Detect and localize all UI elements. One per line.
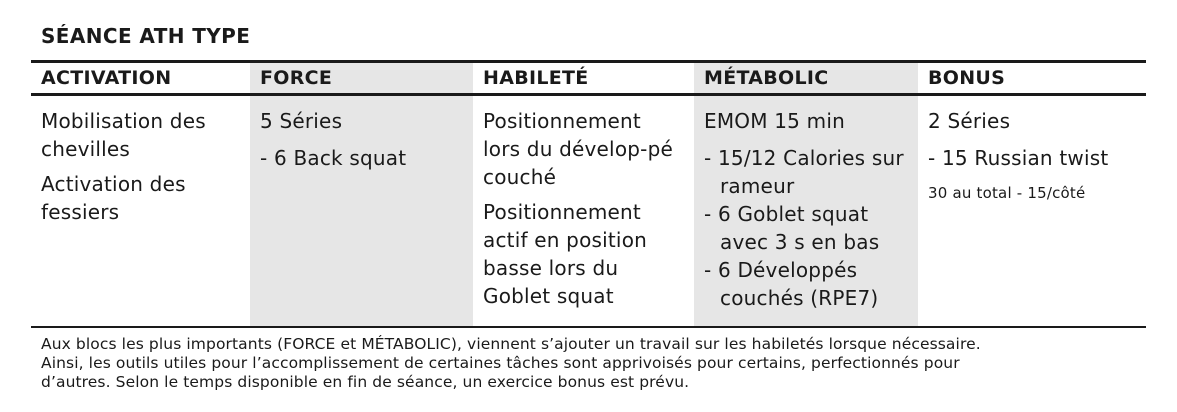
column-body-activation [41, 107, 246, 226]
list-item: - 6 Back squat [260, 146, 407, 170]
column-habilete [473, 63, 694, 326]
column-header-activation: ACTIVATION [41, 67, 172, 89]
list-item: 5 Séries [260, 109, 343, 133]
column-header-metabolic: MÉTABOLIC [704, 67, 829, 89]
list-item: EMOM 15 min [704, 109, 845, 133]
column-force [250, 63, 473, 326]
column-body-metabolic [704, 107, 914, 312]
list-item: - 6 Développés couchés (RPE7) [704, 258, 879, 310]
header-rule [31, 93, 1146, 96]
column-header-bonus: BONUS [928, 67, 1006, 89]
top-rule [31, 60, 1146, 63]
column-body-bonus [928, 107, 1142, 204]
column-activation [31, 63, 250, 326]
list-item: Activation des fessiers [41, 172, 186, 224]
column-body-force [260, 107, 469, 172]
list-item: 2 Séries [928, 109, 1011, 133]
bonus-note: 30 au total - 15/côté [928, 184, 1086, 202]
page-title: SÉANCE ATH TYPE [41, 24, 251, 48]
list-item: Positionnement actif en position basse lors du Goblet squat [483, 200, 648, 308]
footnote-line: Ainsi, les outils utiles pour l’accomplissement de certaines tâches sont apprivoisés pour certains, perfectionnés pour [41, 354, 960, 372]
bottom-rule [31, 326, 1146, 328]
footnote [41, 335, 1141, 392]
column-header-habilete: HABILETÉ [483, 67, 589, 89]
list-item: Positionnement lors du dévelop-pé couché [483, 109, 673, 189]
list-item: - 15 Russian twist [928, 146, 1109, 170]
list-item: - 6 Goblet squat avec 3 s en bas [704, 202, 880, 254]
list-item: - 15/12 Calories sur rameur [704, 146, 904, 198]
list-item: Mobilisation des chevilles [41, 109, 206, 161]
column-metabolic [694, 63, 918, 326]
column-header-force: FORCE [260, 67, 333, 89]
footnote-line: d’autres. Selon le temps disponible en fin de séance, un exercice bonus est prévu. [41, 373, 690, 391]
column-bonus [918, 63, 1146, 326]
column-body-habilete [483, 107, 674, 310]
footnote-line: Aux blocs les plus importants (FORCE et MÉTABOLIC), viennent s’ajouter un travail sur les habiletés lorsque nécessaire. [41, 335, 981, 353]
